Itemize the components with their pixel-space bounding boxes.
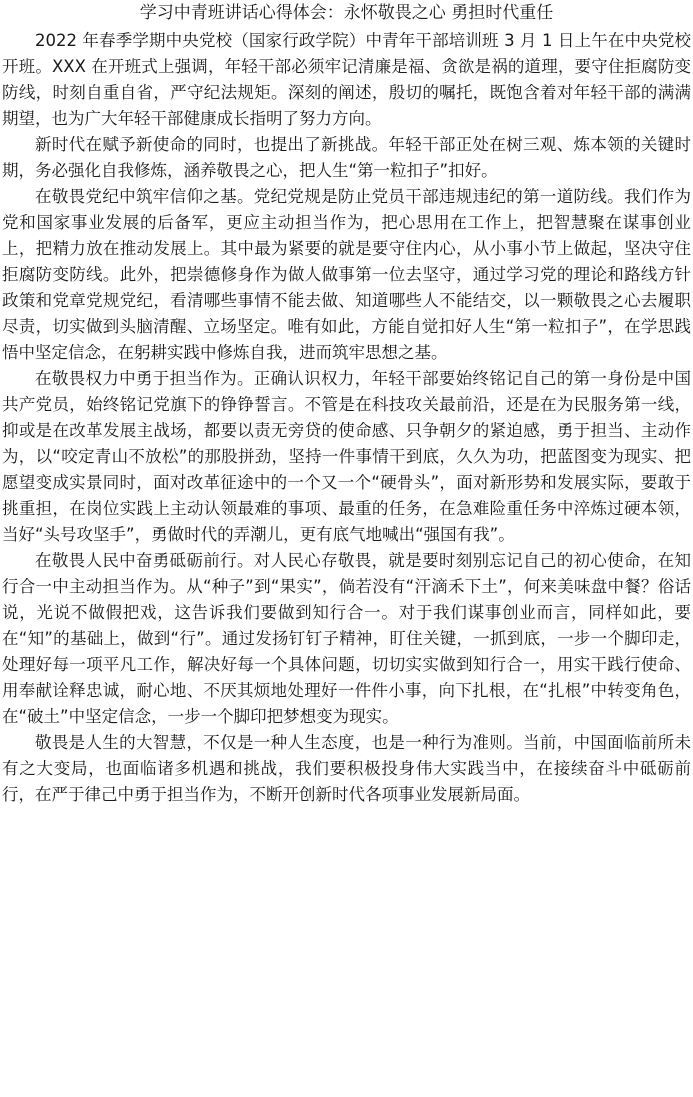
paragraph-people: 在敬畏人民中奋勇砥砺前行。对人民心存敬畏，就是要时刻别忘记自己的初心使命，在知行合一中主动担当作为。从“种子”到“果实”，倘若没有“汗滴禾下土”，何来美味盘中餐？俗话说，光说不做假把戏，这告诉我们要做到知行合一。对于我们谋事创业而言，同样如此，要在“知”的基础上，做到“行”。通过发扬钉钉子精神，盯住关键，一抓到底，一步一个脚印走，处理好每一项平凡工作，解决好每一个具体问题，切切实实做到知行合一，用实干践行使命、用奉献诠释忠诚，耐心地、不厌其烦地处理好一件件小事，向下扎根，在“扎根”中转变角色，在“破土”中坚定信念，一步一个脚印把梦想变为现实。 <box>2 551 691 726</box>
paragraph-new-era: 新时代在赋予新使命的同时，也提出了新挑战。年轻干部正处在树三观、炼本领的关键时期，务必强化自我修炼，涵养敬畏之心，把人生“第一粒扣子”扣好。 <box>2 135 691 180</box>
paragraph-power: 在敬畏权力中勇于担当作为。正确认识权力，年轻干部要始终铭记自己的第一身份是中国共产党员，始终铭记党旗下的铮铮誓言。不管是在科技攻关最前沿，还是在为民服务第一线，抑或是在改革发展主战场，都要以责无旁贷的使命感、只争朝夕的紧迫感，勇于担当、主动作为，以“咬定青山不放松”的那股拼劲，坚持一件事情干到底，久久为功，把蓝图变为现实、把愿望变成实景同时，面对改革征途中的一个又一个“硬骨头”，面对新形势和发展实际，要敢于挑重担，在岗位实践上主动认领最难的事项、最重的任务，在急难险重任务中淬炼过硬本领，当好“头号攻坚手”，勇做时代的弄潮儿，更有底气地喊出“强国有我”。 <box>2 369 691 544</box>
paragraph-party-discipline: 在敬畏党纪中筑牢信仰之基。党纪党规是防止党员干部违规违纪的第一道防线。我们作为党和国家事业发展的后备军，更应主动担当作为，把心思用在工作上，把智慧聚在谋事创业上，把精力放在推动发展上。其中最为紧要的就是要守住内心，从小事小节上做起，坚决守住拒腐防变防线。此外，把崇德修身作为做人做事第一位去坚守，通过学习党的理论和路线方针政策和党章党规党纪，看清哪些事情不能去做、知道哪些人不能结交，以一颗敬畏之心去履职尽责，切实做到头脑清醒、立场坚定。唯有如此，方能自觉扣好人生“第一粒扣子”，在学思践悟中坚定信念，在躬耕实践中修炼自我，进而筑牢思想之基。 <box>2 187 691 362</box>
paragraph-conclusion: 敬畏是人生的大智慧，不仅是一种人生态度，也是一种行为准则。当前，中国面临前所未有之大变局，也面临诸多机遇和挑战，我们要积极投身伟大实践当中，在接续奋斗中砥砺前行，在严于律己中勇于担当作为，不断开创新时代各项事业发展新局面。 <box>2 733 691 804</box>
paragraph-intro: 2022 年春季学期中央党校（国家行政学院）中青年干部培训班 3 月 1 日上午在中央党校开班。XXX 在开班式上强调，年轻干部必须牢记清廉是福、贪欲是祸的道理，要守住拒腐防变防线，时刻自重自省，严守纪法规矩。深刻的阐述，殷切的嘱托，既饱含着对年轻干部的满满期望，也为广大年轻干部健康成长指明了努力方向。 <box>2 31 691 128</box>
document-title: 学习中青班讲话心得体会：永怀敬畏之心 勇担时代重任 <box>139 3 554 23</box>
